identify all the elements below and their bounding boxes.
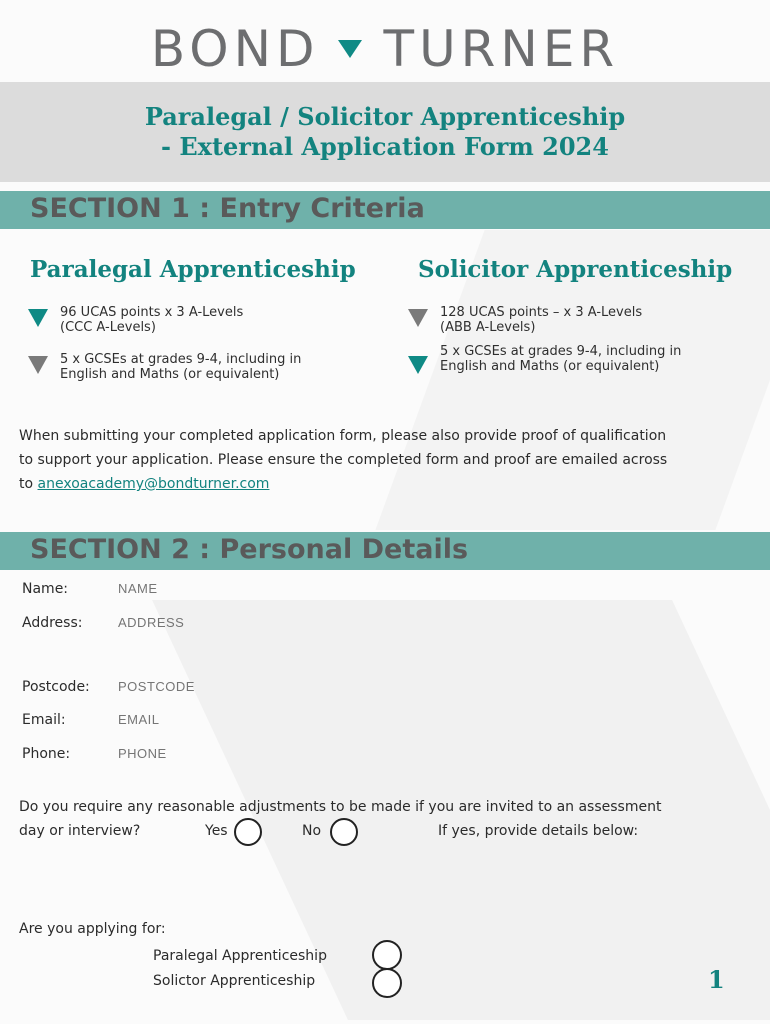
no-label: No: [302, 823, 322, 839]
solicitor-criterion-1: [408, 305, 642, 335]
adjustments-no-radio[interactable]: [330, 818, 358, 846]
criterion-text: 96 UCAS points x 3 A-Levels: [60, 305, 244, 320]
postcode-field[interactable]: [118, 679, 418, 694]
paralegal-criterion-1: [28, 305, 243, 335]
section-1-bar: [0, 191, 770, 229]
solicitor-criterion-2: [408, 344, 681, 374]
form-title-band: [0, 82, 770, 182]
note-line: When submitting your completed application form, please also provide proof of qualification: [19, 428, 667, 444]
submission-note: [19, 424, 759, 496]
section-2-bar: [0, 532, 770, 570]
criterion-text: 5 x GCSEs at grades 9-4, including in: [440, 344, 682, 359]
criterion-text: (ABB A-Levels): [440, 320, 536, 335]
contact-email-link[interactable]: anexoacademy@bondturner.com: [37, 476, 270, 492]
section-2-title: SECTION 2 : Personal Details: [30, 534, 469, 565]
criterion-text: 5 x GCSEs at grades 9-4, including in: [60, 352, 302, 367]
name-label: Name:: [22, 581, 69, 597]
address-label: Address:: [22, 615, 83, 631]
page-number: 1: [708, 965, 725, 994]
paralegal-option-label: Paralegal Apprenticeship: [153, 948, 327, 964]
applying-question: Are you applying for:: [19, 921, 166, 937]
solicitor-option-radio[interactable]: [372, 968, 402, 998]
details-prompt: If yes, provide details below:: [438, 823, 639, 839]
postcode-label: Postcode:: [22, 679, 90, 695]
form-title-line-2: - External Application Form 2024: [161, 132, 609, 161]
email-label: Email:: [22, 712, 66, 728]
form-title-line-1: Paralegal / Solicitor Apprenticeship: [144, 102, 626, 131]
paralegal-criterion-2: [28, 352, 301, 382]
adjustments-question-line-2: day or interview?: [19, 823, 141, 839]
yes-label: Yes: [205, 823, 228, 839]
adjustments-yes-radio[interactable]: [234, 818, 262, 846]
phone-field[interactable]: [118, 746, 418, 761]
section-1-title: SECTION 1 : Entry Criteria: [30, 193, 425, 224]
solicitor-heading: Solicitor Apprenticeship: [418, 256, 733, 283]
note-line: to support your application. Please ensure the completed form and proof are emailed across: [19, 452, 668, 468]
bullet-triangle-icon: [28, 309, 48, 327]
phone-label: Phone:: [22, 746, 71, 762]
criterion-text: 128 UCAS points – x 3 A-Levels: [440, 305, 643, 320]
email-field[interactable]: [118, 712, 418, 727]
address-field[interactable]: [118, 615, 418, 630]
logo-text-right: TURNER: [383, 20, 620, 78]
bullet-triangle-icon: [28, 356, 48, 374]
criterion-text: English and Maths (or equivalent): [440, 359, 660, 374]
note-to: to: [19, 476, 34, 492]
paralegal-option-radio[interactable]: [372, 940, 402, 970]
bullet-triangle-icon: [408, 356, 428, 374]
company-logo: [0, 18, 770, 80]
criterion-text: (CCC A-Levels): [60, 320, 156, 335]
logo-triangle-icon: [338, 40, 362, 58]
adjustments-question-line-1: Do you require any reasonable adjustments to be made if you are invited to an assessment: [19, 799, 662, 815]
paralegal-heading: Paralegal Apprenticeship: [30, 256, 356, 283]
note-line: [19, 472, 759, 496]
logo-text-left: BOND: [150, 20, 320, 78]
name-field[interactable]: [118, 581, 418, 596]
criterion-text: English and Maths (or equivalent): [60, 367, 280, 382]
solicitor-option-label: Solictor Apprenticeship: [153, 973, 316, 989]
bullet-triangle-icon: [408, 309, 428, 327]
